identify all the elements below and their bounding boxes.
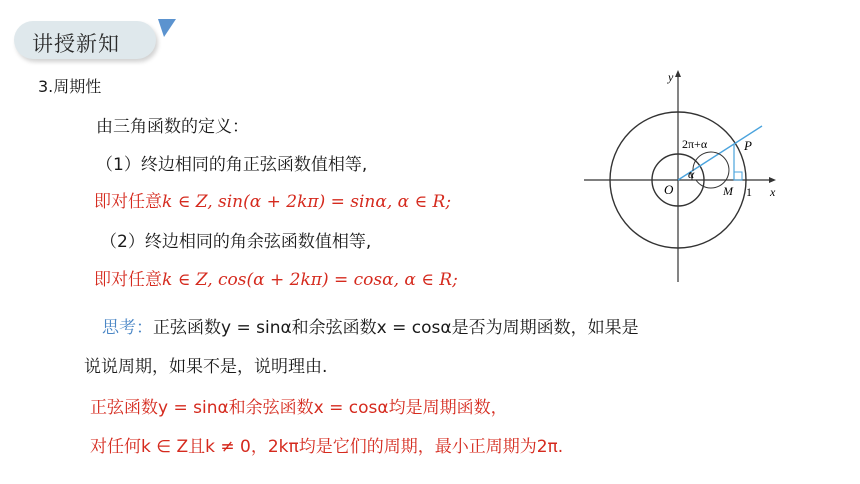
think-question-cont: 说说周期，如果不是，说明理由. — [84, 357, 328, 377]
cosine-statement: （2）终边相同的角余弦函数值相等, — [100, 232, 372, 252]
think-question — [102, 313, 639, 338]
sine-statement: （1）终边相同的角正弦函数值相等, — [96, 155, 368, 175]
cosine-formula-math: k ∈ Z, cos(α + 2kπ) = cosα, α ∈ R; — [162, 270, 458, 290]
definition-intro: 由三角函数的定义： — [96, 117, 249, 137]
badge-label: 讲授新知 — [32, 32, 120, 56]
cosine-formula — [94, 265, 458, 290]
full-turn-arc — [693, 152, 729, 188]
origin-label: O — [664, 182, 674, 197]
badge-triangle-icon — [154, 17, 178, 39]
y-axis-arrow-icon — [675, 70, 681, 77]
tick-one-label: 1 — [746, 185, 752, 199]
angle-2pi-label: 2π+α — [682, 137, 708, 151]
think-label: 思考： — [102, 318, 153, 338]
point-p-label: P — [744, 138, 752, 153]
sine-formula-math: k ∈ Z, sin(α + 2kπ) = sinα, α ∈ R; — [162, 192, 452, 212]
section-title: 3.周期性 — [38, 77, 102, 96]
think-text: 正弦函数y = sinα和余弦函数x = cosα是否为周期函数，如果是 — [153, 318, 639, 338]
point-m-label: M — [723, 184, 733, 198]
sine-formula-prefix: 即对任意 — [94, 192, 162, 212]
sine-formula — [94, 187, 451, 212]
answer-line-2: 对任何k ∈ Z且k ≠ 0，2kπ均是它们的周期，最小正周期为2π. — [90, 437, 564, 457]
alpha-label: α — [688, 167, 695, 181]
section-badge — [14, 17, 162, 61]
right-angle-mark — [734, 172, 742, 180]
cosine-formula-prefix: 即对任意 — [94, 270, 162, 290]
unit-circle-figure — [584, 66, 784, 284]
answer-line-1: 正弦函数y = sinα和余弦函数x = cosα均是周期函数， — [90, 398, 508, 418]
x-axis-label: x — [770, 185, 776, 199]
x-axis-arrow-icon — [769, 177, 776, 183]
y-axis-label: y — [668, 70, 674, 84]
